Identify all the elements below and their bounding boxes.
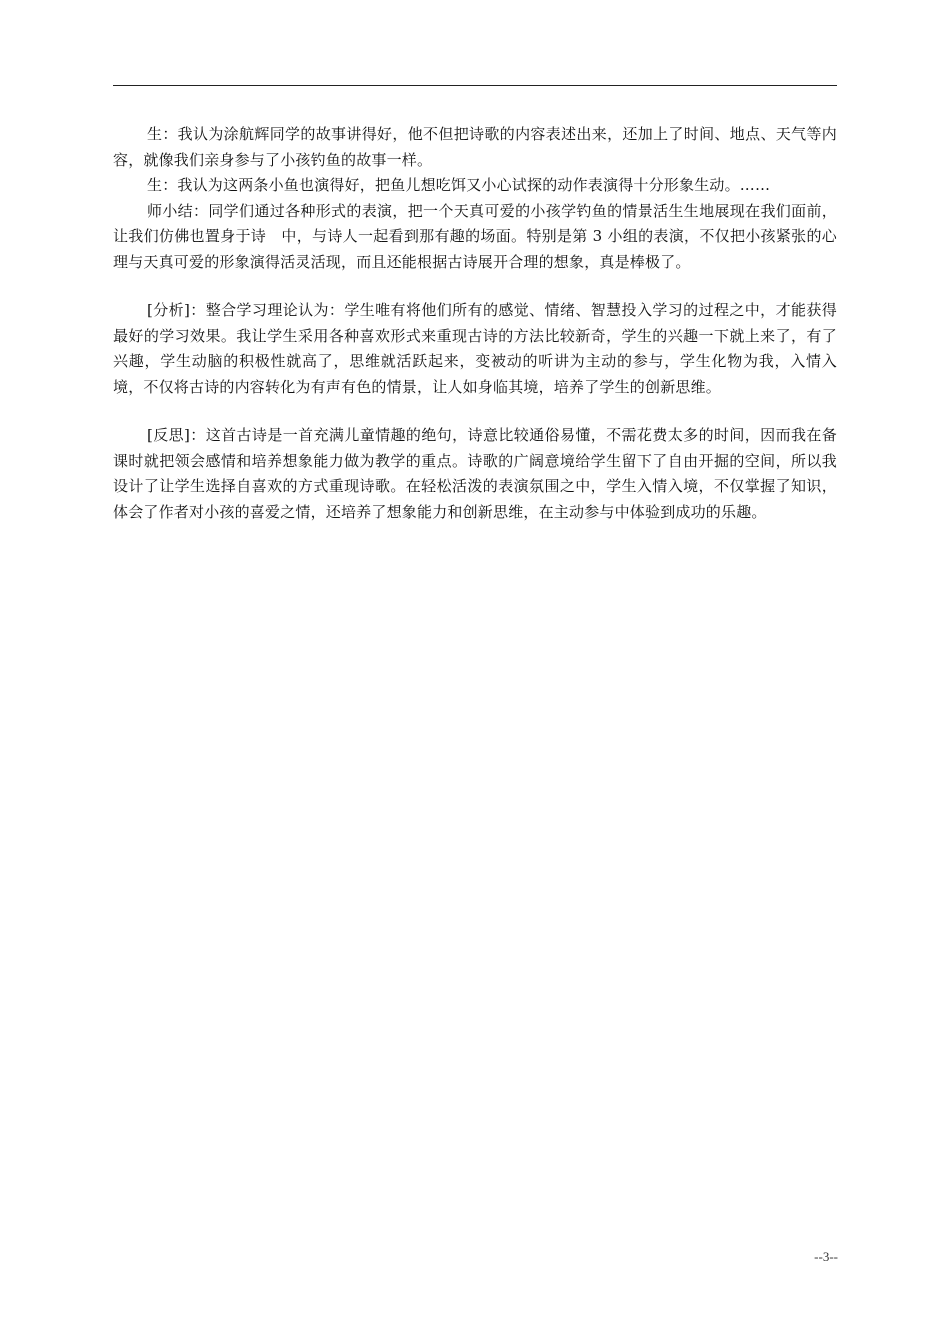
paragraph-analysis: [分析]：整合学习理论认为：学生唯有将他们所有的感觉、情绪、智慧投入学习的过程之中，才能获得最好的学习效果。我让学生采用各种喜欢形式来重现古诗的方法比较新奇，学生的兴趣一下就上来了，有了兴趣，学生动脑的积极性就高了，思维就活跃起来，变被动的听讲为主动的参与，学生化物为我，入情入境，不仅将古诗的内容转化为有声有色的情景，让人如身临其境，培养了学生的创新思维。 [113, 301, 837, 396]
paragraph-reflection: [反思]：这首古诗是一首充满儿童情趣的绝句，诗意比较通俗易懂，不需花费太多的时间，因而我在备课时就把领会感情和培养想象能力做为教学的重点。诗歌的广阔意境给学生留下了自由开掘的空间，所以我设计了让学生选择自喜欢的方式重现诗歌。在轻松活泼的表演氛围之中，学生入情入境，不仅掌握了知识，体会了作者对小孩的喜爱之情，还培养了想象能力和创新思维，在主动参与中体验到成功的乐趣。 [113, 426, 837, 521]
paragraph-student-response-1: 生：我认为涂航辉同学的故事讲得好，他不但把诗歌的内容表述出来，还加上了时间、地点、天气等内容，就像我们亲身参与了小孩钓鱼的故事一样。 [113, 125, 837, 169]
header-rule [113, 85, 837, 86]
page-number: --3-- [814, 1249, 838, 1264]
paragraph-student-response-2: 生：我认为这两条小鱼也演得好，把鱼儿想吃饵又小心试探的动作表演得十分形象生动。…… [147, 176, 771, 194]
document-body [113, 122, 837, 525]
paragraph-teacher-summary: 师小结：同学们通过各种形式的表演，把一个天真可爱的小孩学钓鱼的情景活生生地展现在我们面前，让我们仿佛也置身于诗 中，与诗人一起看到那有趣的场面。特别是第 3 小组的表演，不仅把小孩紧张的心理与天真可爱的形象演得活灵活现，而且还能根据古诗展开合理的想象，真是棒极了。 [113, 201, 837, 271]
paragraph-gap [113, 275, 837, 298]
paragraph-gap [113, 400, 837, 423]
